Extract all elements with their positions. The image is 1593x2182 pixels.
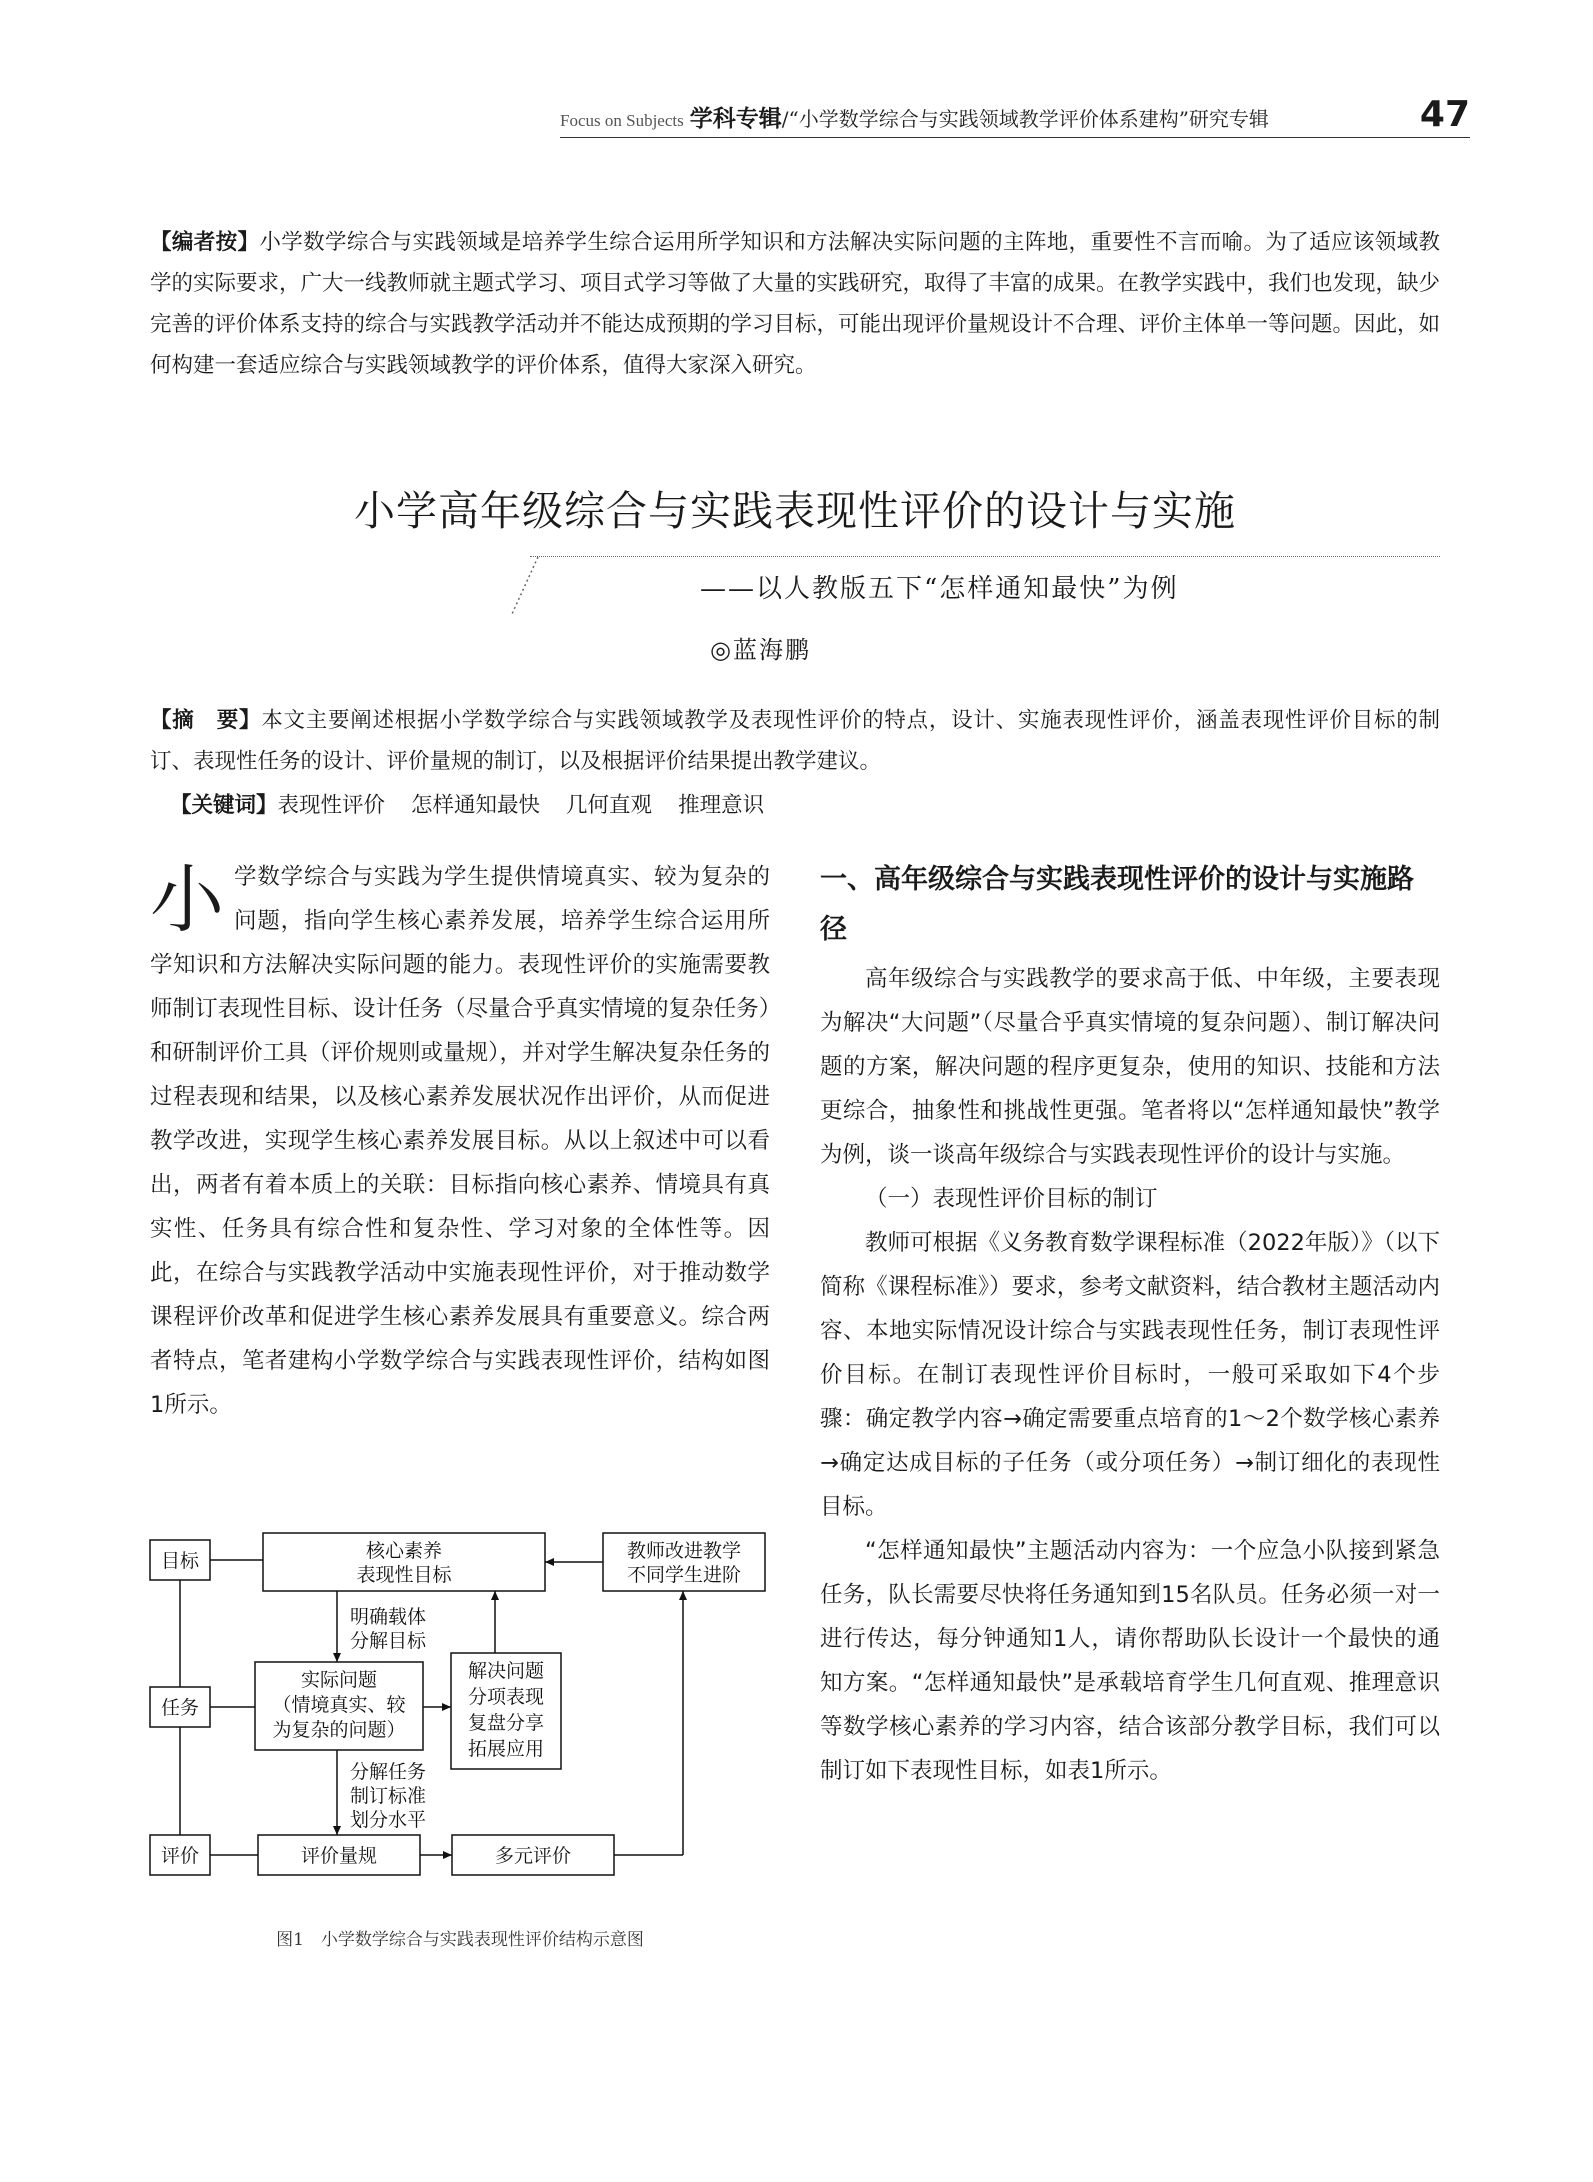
editor-note [150, 222, 1440, 386]
fig-label-core-2: 表现性目标 [356, 1564, 452, 1586]
figure-1 [145, 1530, 775, 1910]
page-number: 47 [1419, 94, 1470, 135]
fig-label-clarify-2: 分解目标 [350, 1630, 427, 1652]
header-rule [560, 137, 1470, 138]
structure-diagram [145, 1530, 775, 1910]
fig-label-solve-1: 解决问题 [467, 1660, 545, 1682]
fig-label-decomp-3: 划分水平 [350, 1809, 427, 1831]
header-topic: /“小学数学综合与实践领域教学评价体系建构”研究专辑 [781, 107, 1269, 131]
editor-note-label: 【编者按】 [150, 230, 260, 255]
article-author: ◎蓝海鹏 [710, 636, 811, 664]
keywords-label: 【关键词】 [170, 793, 278, 818]
subsection-heading: （一）表现性评价目标的制订 [865, 1186, 1158, 1212]
paragraph: 高年级综合与实践教学的要求高于低、中年级，主要表现为解决“大问题”（尽量合乎真实情境的复杂问题）、制订解决问题的方案，解决问题的程序更复杂，使用的知识、技能和方法更综合，抽象性和挑战性更强。笔者将以“怎样通知最快”教学为例，谈一谈高年级综合与实践表现性评价的设计与实施。 [820, 966, 1440, 1168]
fig-label-goal: 目标 [160, 1550, 200, 1572]
keyword: 推理意识 [678, 793, 765, 818]
abstract-text: 本文主要阐述根据小学数学综合与实践领域教学及表现性评价的特点，设计、实施表现性评价，涵盖表现性评价目标的制订、表现性任务的设计、评价量规的制订，以及根据评价结果提出教学建议。 [150, 708, 1440, 774]
drop-cap: 小 [150, 857, 224, 943]
fig-label-decomp-1: 分解任务 [350, 1761, 427, 1783]
keyword: 怎样通知最快 [411, 793, 541, 818]
abstract [150, 700, 1440, 782]
fig-label-core-1: 核心素养 [365, 1540, 443, 1562]
fig-label-real-1: 实际问题 [300, 1669, 378, 1691]
fig-label-solve-2: 分项表现 [467, 1686, 545, 1708]
paragraph: “怎样通知最快”主题活动内容为：一个应急小队接到紧急任务，队长需要尽快将任务通知到15名队员。任务必须一对一进行传达，每分钟通知1人，请你帮助队长设计一个最快的通知方案。“怎样通知最快”是承载培育学生几何直观、推理意识等数学核心素养的学习内容，结合该部分教学目标，我们可以制订如下表现性目标，如表1所示。 [820, 1538, 1440, 1784]
intro-paragraph: 学数学综合与实践为学生提供情境真实、较为复杂的问题，指向学生核心素养发展，培养学生综合运用所学知识和方法解决实际问题的能力。表现性评价的实施需要教师制订表现性目标、设计任务（尽量合乎真实情境的复杂任务）和研制评价工具（评价规则或量规），并对学生解决复杂任务的过程表现和结果，以及核心素养发展状况作出评价，从而促进教学改进，实现学生核心素养发展目标。从以上叙述中可以看出，两者有着本质上的关联：目标指向核心素养、情境具有真实性、任务具有综合性和复杂性、学习对象的全体性等。因此，在综合与实践教学活动中实施表现性评价，对于推动数学课程评价改革和促进学生核心素养发展具有重要意义。综合两者特点，笔者建构小学数学综合与实践表现性评价，结构如图1所示。 [150, 864, 770, 1418]
fig-label-solve-4: 拓展应用 [467, 1738, 545, 1760]
fig-label-rubric: 评价量规 [300, 1845, 378, 1867]
article-subtitle: ——以人教版五下“怎样通知最快”为例 [700, 574, 1179, 604]
editor-note-text: 小学数学综合与实践领域是培养学生综合运用所学知识和方法解决实际问题的主阵地，重要性不言而喻。为了适应该领域教学的实际要求，广大一线教师就主题式学习、项目式学习等做了大量的实践研究，取得了丰富的成果。在教学实践中，我们也发现，缺少完善的评价体系支持的综合与实践教学活动并不能达成预期的学习目标，可能出现评价量规设计不合理、评价主体单一等问题。因此，如何构建一套适应综合与实践领域教学的评价体系，值得大家深入研究。 [150, 230, 1441, 378]
paragraph: 教师可根据《义务教育数学课程标准（2022年版）》（以下简称《课程标准》）要求，参考文献资料，结合教材主题活动内容、本地实际情况设计综合与实践表现性任务，制订表现性评价目标。在制订表现性评价目标时，一般可采取如下4个步骤：确定教学内容→确定需要重点培育的1～2个数学核心素养→确定达成目标的子任务（或分项任务）→制订细化的表现性目标。 [820, 1230, 1440, 1520]
fig-label-real-3: 为复杂的问题） [272, 1719, 406, 1741]
title-dotted-slant [510, 556, 540, 616]
fig-label-eval: 评价 [160, 1845, 200, 1867]
right-column [820, 855, 1440, 1793]
header-focus: Focus on Subjects [560, 111, 684, 130]
fig-label-clarify-1: 明确载体 [350, 1606, 427, 1628]
fig-label-real-2: （情境真实、较 [272, 1694, 406, 1716]
fig-label-decomp-2: 制订标准 [350, 1785, 427, 1807]
section-heading: 一、高年级综合与实践表现性评价的设计与实施路径 [820, 864, 1414, 945]
abstract-label: 【摘 要】 [150, 708, 262, 733]
keyword: 几何直观 [566, 793, 653, 818]
title-dotted-rule [530, 556, 1440, 557]
running-header [560, 94, 1470, 140]
left-column [150, 855, 770, 1427]
article-title: 小学高年级综合与实践表现性评价的设计与实施 [354, 487, 1236, 535]
keywords [170, 785, 1440, 826]
fig-label-teacher-2: 不同学生进阶 [626, 1564, 742, 1586]
fig-label-multi-eval: 多元评价 [494, 1845, 572, 1867]
keyword: 表现性评价 [277, 793, 386, 818]
header-subject: 学科专辑 [689, 106, 782, 132]
fig-label-solve-3: 复盘分享 [467, 1712, 545, 1734]
figure-caption: 图1 小学数学综合与实践表现性评价结构示意图 [276, 1930, 644, 1950]
fig-label-task: 任务 [160, 1697, 200, 1719]
fig-label-teacher-1: 教师改进教学 [626, 1540, 742, 1562]
